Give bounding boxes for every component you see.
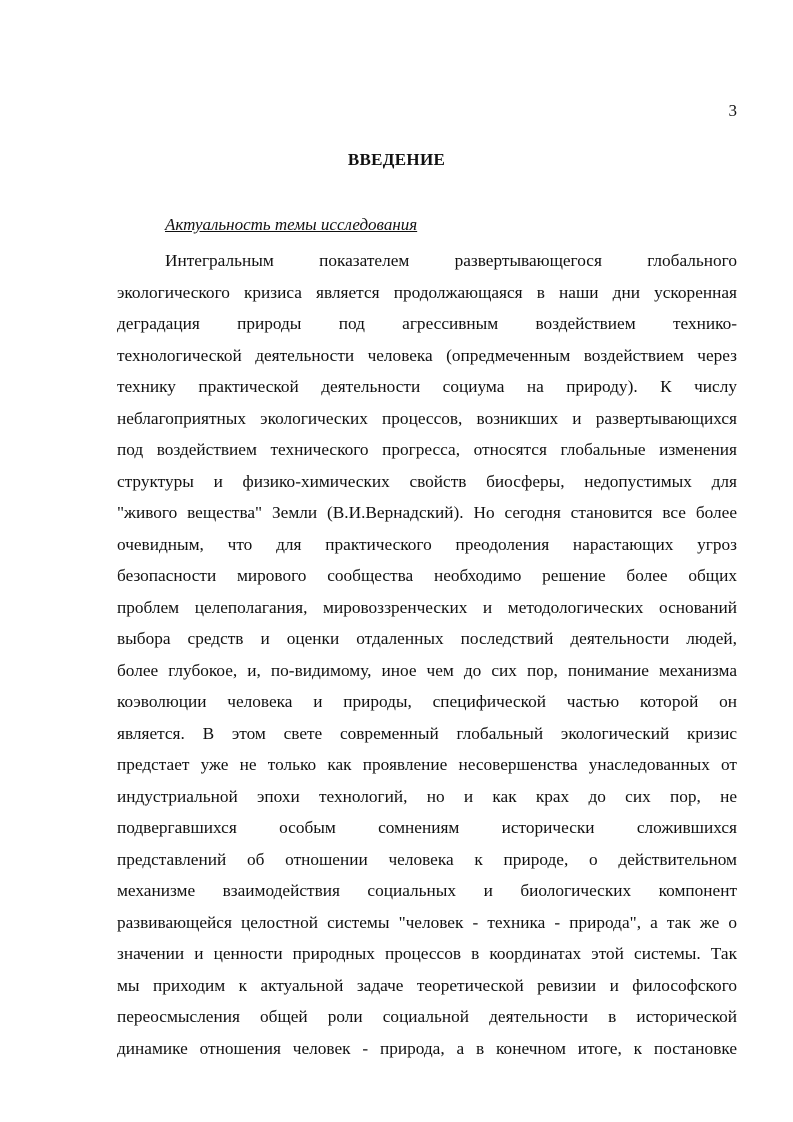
text-line: более глубокое, и, по-видимому, иное чем до сих пор, понимание механизма <box>117 660 737 680</box>
text-line: очевидным, что для практического преодоления нарастающих угроз <box>117 534 737 554</box>
text-line: индустриальной эпохи технологий, но и как крах до сих пор, не <box>117 786 737 806</box>
text-line: выбора средств и оценки отдаленных последствий деятельности людей, <box>117 629 737 648</box>
text-line: значении и ценности природных процессов в координатах этой системы. Так <box>117 944 737 963</box>
text-line: проблем целеполагания, мировоззренческих и методологических оснований <box>117 597 737 617</box>
section-title: Актуальность темы исследования <box>165 215 418 234</box>
text-line: мы приходим к актуальной задаче теоретической ревизии и философского <box>117 975 737 995</box>
text-line: является. В этом свете современный глобальный экологический кризис <box>117 723 737 743</box>
text-line: под воздействием технического прогресса, относятся глобальные изменения <box>117 440 737 459</box>
text-line: "живого вещества" Земли (В.И.Вернадский). Но сегодня становится все более <box>117 503 737 522</box>
page-number: 3 <box>728 101 737 120</box>
text-line: технологической деятельности человека (опредмеченным воздействием через <box>117 345 737 365</box>
text-line: технику практической деятельности социума на природу). К числу <box>117 377 737 396</box>
text-line: Интегральным показателем развертывающегося глобального <box>165 251 737 270</box>
text-line: предстает уже не только как проявление несовершенства унаследованных от <box>117 755 737 774</box>
body-text <box>117 245 737 1064</box>
text-line: экологического кризиса является продолжающаяся в наши дни ускоренная <box>117 282 737 302</box>
text-line: неблагоприятных экологических процессов, возникших и развертывающихся <box>117 408 737 428</box>
text-line: деградация природы под агрессивным воздействием технико- <box>117 314 737 333</box>
chapter-heading: ВВЕДЕНИЕ <box>347 150 446 169</box>
text-line: коэволюции человека и природы, специфической частью которой он <box>117 692 737 711</box>
text-line: представлений об отношении человека к природе, о действительном <box>117 849 737 869</box>
text-line: переосмысления общей роли социальной деятельности в исторической <box>117 1007 737 1026</box>
text-line: структуры и физико-химических свойств биосферы, недопустимых для <box>117 471 737 491</box>
text-line: динамике отношения человек - природа, а в конечном итоге, к постановке <box>117 1038 737 1058</box>
text-line: развивающейся целостной системы "человек - техника - природа", а так же о <box>117 912 737 932</box>
text-line: механизме взаимодействия социальных и биологических компонент <box>117 881 737 900</box>
text-line: подвергавшихся особым сомнениям исторически сложившихся <box>117 818 737 837</box>
text-line: безопасности мирового сообщества необходимо решение более общих <box>117 566 737 585</box>
